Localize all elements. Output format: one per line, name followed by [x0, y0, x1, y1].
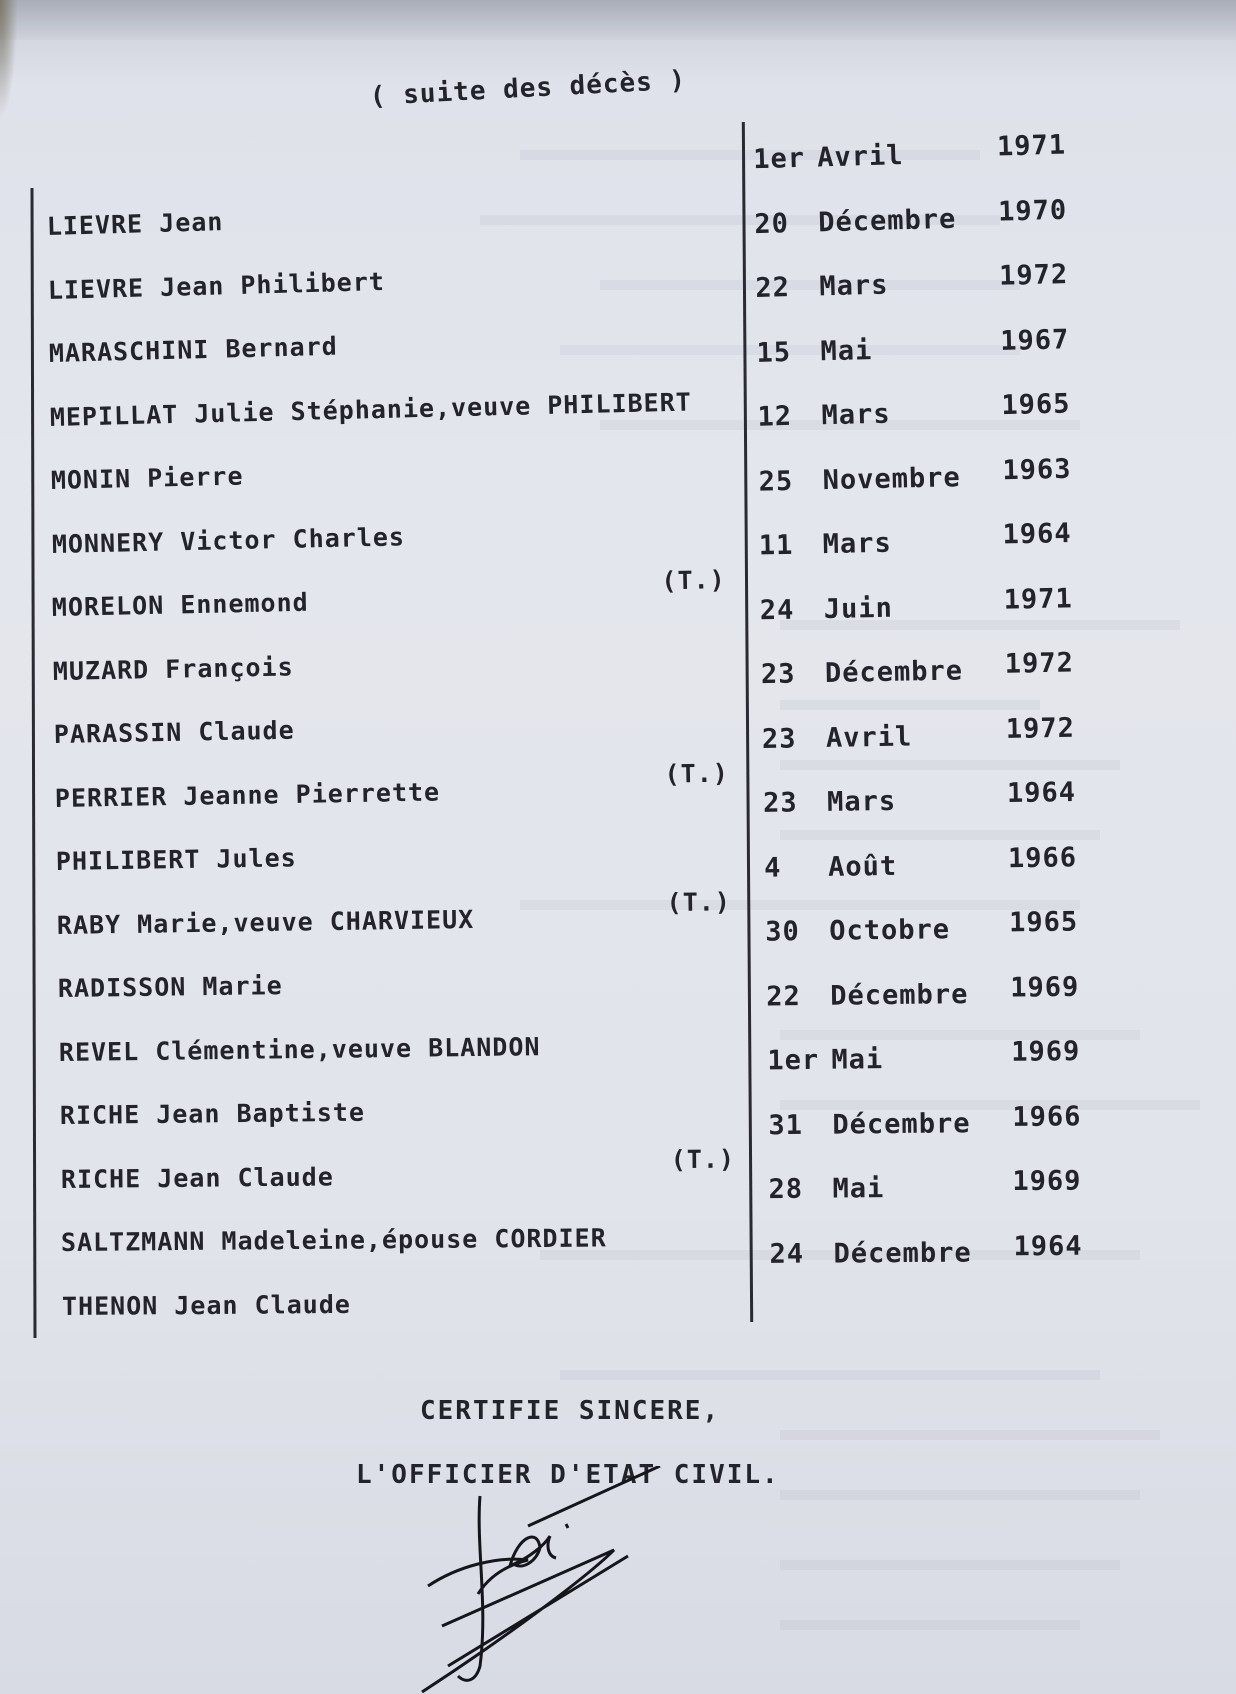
entry-mark: (T.) — [664, 758, 730, 789]
entry-day: 24 — [769, 1238, 805, 1270]
entry-name: MONNERY Victor Charles — [51, 521, 405, 559]
entry-year: 1964 — [1002, 517, 1073, 551]
entry-name: PARASSIN Claude — [53, 715, 296, 749]
entry-year: 1965 — [1000, 388, 1071, 422]
entry-month: Décembre — [817, 203, 957, 238]
entry-year: 1970 — [997, 194, 1068, 228]
entry-month: Mai — [819, 334, 873, 367]
entry-month: Mars — [818, 269, 889, 303]
entry-year: 1969 — [1010, 1035, 1081, 1068]
entry-day: 1er — [752, 142, 806, 176]
entry-name: PHILIBERT Jules — [55, 843, 297, 876]
entry-day: 12 — [756, 400, 793, 433]
entry-name: MORELON Ennemond — [51, 587, 310, 622]
entry-month: Décembre — [831, 1107, 971, 1141]
entry-month: Mai — [832, 1173, 885, 1205]
entry-year: 1972 — [998, 259, 1069, 292]
entry-name: MEPILLAT Julie Stéphanie,veuve PHILIBERT — [49, 386, 692, 432]
entry-month: Décembre — [829, 978, 969, 1012]
entry-month: Décembre — [824, 655, 964, 689]
section-heading: ( suite des décès ) — [369, 65, 687, 112]
entry-name: MARASCHINI Bernard — [48, 331, 338, 368]
entry-name: RICHE Jean Claude — [60, 1161, 334, 1194]
entry-month: Avril — [825, 720, 913, 754]
entry-day: 23 — [761, 722, 797, 755]
entry-name: PERRIER Jeanne Pierrette — [54, 776, 441, 813]
signature — [418, 1466, 668, 1694]
certification-line-1: CERTIFIE SINCERE, — [420, 1396, 721, 1426]
entry-month: Novembre — [821, 461, 961, 496]
entry-year: 1971 — [996, 129, 1067, 163]
entry-year: 1965 — [1008, 906, 1079, 939]
entry-name: SALTZMANN Madeleine,épouse CORDIER — [61, 1223, 608, 1257]
entry-month: Mars — [826, 785, 897, 818]
entry-month: Décembre — [833, 1236, 973, 1269]
entry-year: 1972 — [1004, 647, 1075, 680]
entry-year: 1966 — [1007, 841, 1078, 874]
entry-day: 25 — [757, 465, 794, 498]
entry-year: 1963 — [1001, 453, 1072, 486]
entry-mark: (T.) — [661, 565, 727, 596]
entry-name: RABY Marie,veuve CHARVIEUX — [56, 904, 475, 940]
entry-day: 22 — [754, 272, 791, 304]
entry-day: 23 — [760, 658, 796, 691]
entry-day: 30 — [764, 916, 800, 948]
entry-mark: (T.) — [666, 886, 731, 917]
entry-year: 1967 — [999, 323, 1070, 357]
entry-name: REVEL Clémentine,veuve BLANDON — [58, 1031, 541, 1067]
entry-name: RADISSON Marie — [57, 971, 283, 1003]
entry-year: 1964 — [1006, 776, 1077, 810]
entry-day: 11 — [758, 529, 794, 562]
entry-year: 1971 — [1003, 582, 1074, 616]
certification-line-2: L'OFFICIER D'ETAT CIVIL. — [356, 1460, 780, 1490]
entry-month: Mars — [822, 527, 893, 561]
entry-day: 31 — [767, 1109, 803, 1141]
entry-day: 24 — [759, 594, 795, 626]
entry-day: 20 — [753, 207, 790, 240]
entry-name: RICHE Jean Baptiste — [59, 1097, 365, 1130]
entry-day: 1er — [766, 1044, 819, 1077]
entry-day: 23 — [762, 787, 798, 819]
entry-name: THENON Jean Claude — [62, 1289, 352, 1321]
entry-name: MUZARD François — [52, 651, 295, 686]
entry-month: Octobre — [828, 914, 951, 947]
entry-day: 22 — [765, 980, 801, 1012]
entry-year: 1964 — [1013, 1230, 1083, 1262]
entry-day: 15 — [755, 336, 792, 369]
entry-year: 1966 — [1011, 1100, 1082, 1133]
entry-day: 4 — [763, 852, 782, 884]
entry-month: Août — [827, 850, 898, 883]
entry-year: 1969 — [1012, 1165, 1083, 1198]
entry-month: Avril — [816, 140, 904, 174]
entry-name: MONIN Pierre — [50, 461, 244, 495]
entry-year: 1972 — [1005, 712, 1076, 745]
entry-name: LIEVRE Jean — [46, 207, 224, 241]
entry-month: Mai — [830, 1044, 883, 1076]
entry-mark: (T.) — [670, 1144, 735, 1174]
entry-month: Juin — [823, 592, 894, 625]
entry-day: 28 — [768, 1173, 804, 1206]
entry-year: 1969 — [1009, 971, 1080, 1004]
entry-name: LIEVRE Jean Philibert — [47, 266, 386, 305]
entry-month: Mars — [820, 398, 891, 432]
